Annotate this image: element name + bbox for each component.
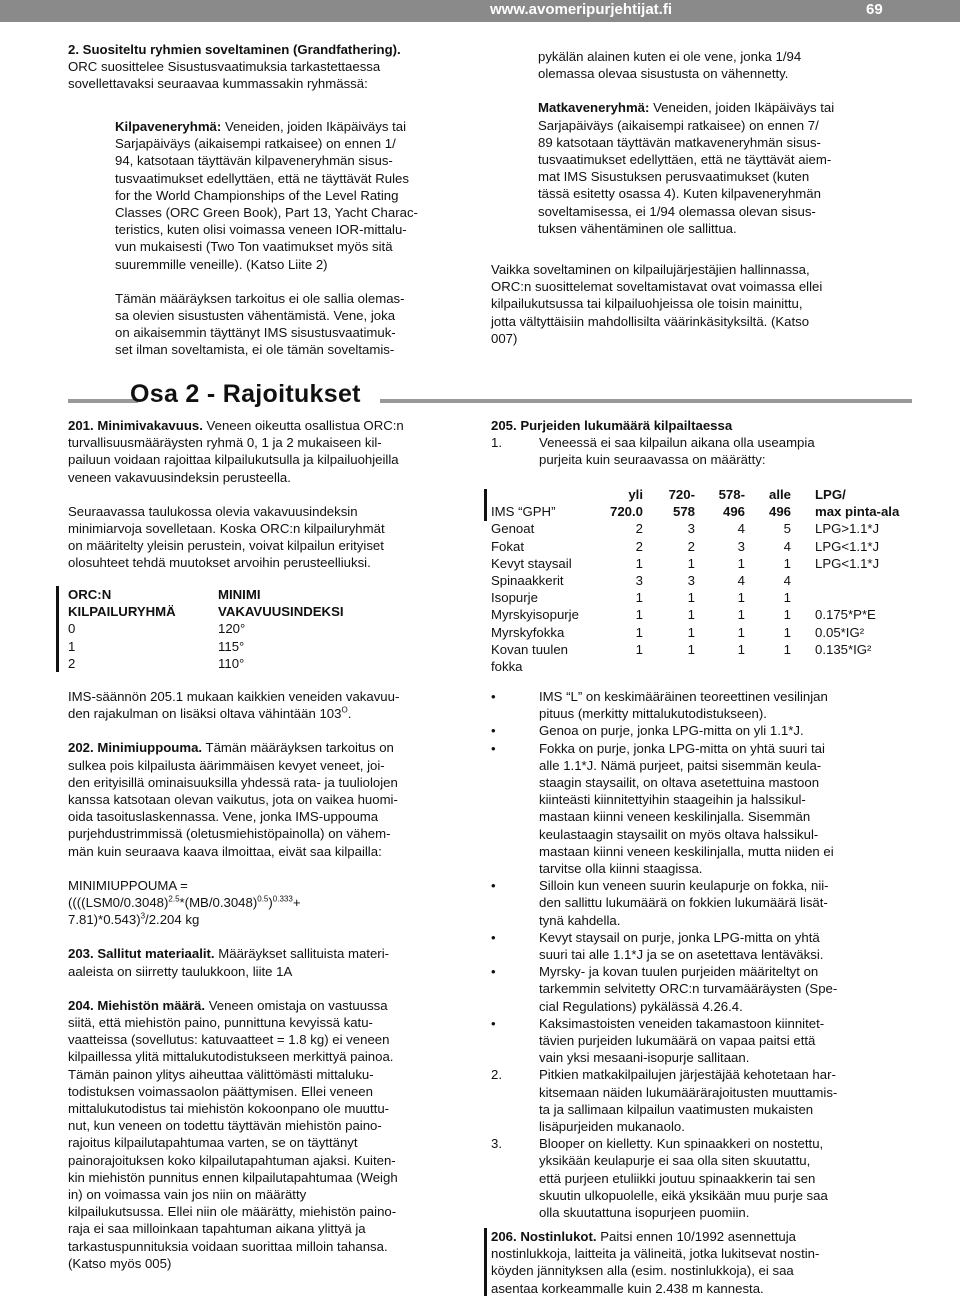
- list-item-line: Kevyt staysail on purje, jonka LPG-mitta on yhtä: [539, 929, 820, 945]
- table-row: Isopurje 1 1 1 1: [491, 590, 791, 606]
- section-2-grandfathering: [68, 41, 488, 93]
- list-item-line: että purjeen etuliikki joutuu spinaakkerin tai sen: [539, 1170, 816, 1186]
- section-201: 201. Minimivakavuus. Veneen oikeutta osallistua ORC:n turvallisuusmääräysten ryhmä 0, 1 ja 2 mukaiseen kil- pailuun voidaan rajoittaa kilpailukutsulla ja kilpailuohjeilla veneen vakavuusindeksin perusteella. Seuraavassa taulukossa olevia vakavuusindeksin minimiarvoja sovelletaan. Koska ORC:n kilpailuryhmät on määritelty yleisin perustein, voivat kilpailun erityiset olosuhteet tehdä muutokset arvoihin perusteelliuksi.: [68, 418, 404, 571]
- list-item-line: cial Regulations) pykälässä 4.26.4.: [539, 998, 743, 1014]
- list-item: 1. Veneessä ei saa kilpailun aikana olla useampia purjeita kuin seuraavassa on määrätty:: [491, 435, 815, 468]
- table-row: Myrskyfokka 1 1 1 1 0.05*IG²: [491, 624, 865, 640]
- list-item-line: keulastaagin staysailit on myös oltava halssikul-: [539, 826, 819, 842]
- list-item: [491, 1135, 921, 1221]
- list-item-line: den sallittu lukumäärä on fokkien lukumäärä lisät-: [539, 895, 828, 911]
- list-item-line: skuutin ulkopuolelle, eikä yksikään muu purje saa: [539, 1187, 828, 1203]
- list-marker: •: [491, 929, 496, 945]
- matka-lead: Matkaveneryhmä:: [538, 100, 650, 116]
- section-2-intro: ORC suosittelee Sisustusvaatimuksia tarkastettaessa sovellettavaksi seuraavaa kummassakin ryhmässä:: [68, 59, 381, 92]
- list-item-line: tynä kahdella.: [539, 912, 621, 928]
- list-item-line: mastaan kiinni veneen keskilinjalla. Sisemmän: [539, 809, 811, 825]
- list-item-line: Pitkien matkakilpailujen järjestäjää kehotetaan har-: [539, 1067, 836, 1083]
- section-2-title: 2. Suositeltu ryhmien soveltaminen (Grandfathering).: [68, 42, 401, 57]
- section-rule-right: [380, 399, 912, 403]
- list-item-line: pituus (merkitty mittalukutodistukseen).: [539, 706, 767, 722]
- s205-title: 205. Purjeiden lukumäärä kilpailtaessa: [491, 418, 733, 433]
- list-item-line: tarvitse olla kiinni staagissa.: [539, 861, 703, 877]
- table-margin-bar: [484, 489, 487, 521]
- list-item-line: lisäpurjeiden mukanaolo.: [539, 1119, 685, 1135]
- table-header-row: ORC:N MINIMI: [68, 587, 261, 602]
- list-item: [491, 688, 921, 722]
- kilpa-lead: Kilpaveneryhmä:: [115, 119, 222, 134]
- s202-title: 202. Minimiuppouma.: [68, 740, 203, 756]
- formula-cont: 7.81)*0.543)$^3$/2.204 kg: [68, 911, 200, 928]
- list-item-line: kiinteästi kiinnitettyihin staageihin ja halssikul-: [539, 792, 806, 808]
- list-item-line: IMS “L” on keskimääräinen teoreettinen vesilinjan: [539, 689, 828, 704]
- table-row: 0 120°: [68, 621, 246, 637]
- application-paragraph: Vaikka soveltaminen on kilpailujärjestäjien hallinnassa, ORC:n suosittelemat soveltamistavat ovat voimassa ellei kilpailukutsussa tai kilpailuohjeissa ole toisin mainittu, jotta vältyttäisiin mahdollisilta väärinkäsityksiltä. (Katso 007): [491, 262, 823, 346]
- site-url[interactable]: www.avomeripurjehtijat.fi: [490, 1, 672, 18]
- section-206: 206. Nostinlukot. Paitsi ennen 10/1992 asennettuja nostinlukkoja, laitteita ja välineitä, jotka lukitsevat nostin- köyden jännityksen alla (esim. nostinlukkoja), ei saa asentaa korkeammalle kuin 2.438 m kannesta.: [491, 1229, 820, 1296]
- list-item: [491, 722, 921, 739]
- list-marker: 2.: [491, 1067, 502, 1083]
- list-item-line: Kaksimastoisten veneiden takamastoon kiinnitet-: [539, 1015, 825, 1031]
- table-header-row: IMS “GPH” 720.0 578 496 496 max pinta-ala: [491, 504, 900, 520]
- list-item: [491, 963, 921, 1015]
- list-item-line: Myrsky- ja kovan tuulen purjeiden määriteltyt on: [539, 964, 819, 980]
- table-row: Fokat 2 2 3 4 LPG<1.1*J: [491, 538, 880, 554]
- list-item-line: staagin staysailit, on oltava asetettuina mastoon: [539, 775, 820, 791]
- stability-index-table: [68, 586, 344, 672]
- list-marker: •: [491, 689, 496, 704]
- list-item-line: alle 1.1*J. Nämä purjeet, paitsi sisemmän keula-: [539, 757, 822, 773]
- sections-201b-204: IMS-säännön 205.1 mukaan kaikkien veneiden vakavuu- den rajakulman on lisäksi oltava vähintään $103^O$. 202. Minimiuppouma. Tämän määräyksen tarkoitus on sulkea pois kilpailusta äärimmäisen kevyet veneet, joi- den erityisillä ominaisuuksilla yhdessä rata- ja tuuliolojen kanssa katsotaan olevan vaikutus, jota on vaikea huomi- oida tasoituslaskennassa. Vene, jonka IMS-uppouma purjehdustrimmissä (oletusmiehistöpainolla) on vähem- män kuin seuraava kaava ilmoittaa, eivät saa kilpailla: MINIMIUPPOUMA = (($((LSM0/0.3048)^{2.5}*(MB/0.3048)^{0.5})^{0.333}+$ 7.81)*0.543)$^3$/2.204 kg 203. Sallitut materiaalit. Määräykset sallituista materi- aaleista on siirretty taulukkoon, liite 1A 204. Miehistön määrä. Veneen omistaja on vastuussa siitä, että miehistön paino, punnittuna kevyissä katu- vaatteissa (sovellutus: katuvaatteet = 1.8 kg) ei veneen kilpaillessa ylitä mittalukutodistukseen merkittyä painoa. Tämän painon ylitys aiheuttaa välittömästi mittaluku- todistuksen voimassaolon päättymisen. Ellei veneen mittalukutodistus tai miehistön kokoonpano ole muuttu- nut, kun veneen on todettu täyttävän miehistön paino- rajoitus kilpailutapahtumaa varten, se on täyttänyt painorajoituksen koko kilpailutapahtuman ajaksi. Kuiten- kin miehistön punnitus ennen kilpailutapahtumaa (Weigh in) on voimassa vain jos niin on määrätty kilpailukutsussa. Ellei niin ole määrätty, miehistön paino- raja ei saa milloinkaan tapahtuman aikana ylittyä ja tarkastuspunnituksia voidaan suorittaa milloin tahansa. (Katso myös 005): [68, 688, 488, 1272]
- grandfathering-continuation: pykälän alainen kuten ei ole vene, jonka 1/94 olemassa olevaa sisustusta on vähennetty. Matkaveneryhmä: Veneiden, joiden Ikäpäiväys tai Sarjapäiväys (aikaisempi ratkaisee) on ennen 7/ 89 katsotaan täyttävän matkaveneryhmän sisus- tusvaatimukset edellyttäen, että ne täyttävät aiem- mat IMS Sisustuksen perusvaatimukset (kuten tässä esitetty osassa 4). Kuten kilpaveneryhmän soveltamisessa, ei 1/94 olemassa olevan sisus- tuksen vähentäminen ole sallittua.: [538, 49, 835, 236]
- list-marker: •: [491, 1015, 496, 1031]
- section-205: [491, 417, 921, 469]
- list-item-line: yksikään keulapurje ei saa olla siten skuutattu,: [539, 1153, 811, 1169]
- page-header: [0, 0, 960, 22]
- table-row: Spinaakkerit 3 3 4 4: [491, 573, 791, 589]
- table-row: Kovan tuulen 1 1 1 1 0.135*IG²: [491, 641, 872, 657]
- list-item-line: tävien purjeiden lukumäärä on vapaa paitsi että: [539, 1033, 816, 1049]
- list-item: [491, 740, 921, 878]
- list-marker: •: [491, 740, 496, 756]
- sail-count-table: [491, 486, 899, 675]
- page-number: 69: [866, 1, 883, 18]
- notes-list: [491, 688, 921, 1221]
- s206-title: 206. Nostinlukot.: [491, 1229, 597, 1244]
- s204-title: 204. Miehistön määrä.: [68, 997, 206, 1013]
- s201-title: 201. Minimivakavuus.: [68, 418, 203, 433]
- table-header-row: KILPAILURYHMÄ VAKAVUUSINDEKSI: [68, 604, 344, 620]
- kilpaveneryhma-paragraph: Kilpaveneryhmä: Veneiden, joiden Ikäpäiväys tai Sarjapäiväys (aikaisempi ratkaisee) on ennen 1/ 94, katsotaan täyttävän kilpaveneryhmän sisus- tusvaatimukset edellyttäen, että ne täyttävät Rules for the World Championships of the Level Rating Classes (ORC Green Book), Part 13, Yacht Charac- teristics, kuten olisi voimassa veneen IOR-mittalu- vun mukaisesti (Two Ton vaatimukset myös sitä suuremmille veneille). (Katso Liite 2) Tämän määräyksen tarkoitus ei ole sallia olemas- sa olevien sisustusten vähentämistä. Vene, joka on aikaisemmin täyttänyt IMS sisustusvaatimuk- set ilman soveltamista, ei ole tämän soveltamis-: [115, 119, 418, 358]
- table-row: Genoat 2 3 4 5 LPG>1.1*J: [491, 521, 880, 537]
- list-item: [491, 1066, 921, 1135]
- list-marker: •: [491, 878, 496, 894]
- list-item-line: olla skuutattuna isopurjeen puomiin.: [539, 1205, 750, 1221]
- list-item-line: Blooper on kielletty. Kun spinaakkeri on nostettu,: [539, 1136, 824, 1152]
- section-title: Osa 2 - Rajoitukset: [130, 380, 361, 408]
- s203-title: 203. Sallitut materiaalit.: [68, 946, 215, 962]
- table-margin-bar: [56, 586, 59, 672]
- section-206-bar: [484, 1228, 487, 1296]
- section-rule-left: [68, 399, 138, 403]
- sail-notes: [491, 688, 921, 1221]
- formula-label: MINIMIUPPOUMA =: [68, 877, 188, 893]
- table-header-row: yli 720- 578- alle LPG/: [628, 487, 846, 502]
- table-row: Myrskyisopurje 1 1 1 1 0.175*P*E: [491, 607, 876, 623]
- list-item-line: vain yksi mesaani-isopurje sallitaan.: [539, 1050, 750, 1066]
- list-item-line: Silloin kun veneen suurin keulapurje on fokka, nii-: [539, 878, 829, 894]
- list-item: [491, 929, 921, 963]
- formula: (($((LSM0/0.3048)^{2.5}*(MB/0.3048)^{0.5})^{0.333}+$: [68, 894, 301, 911]
- list-item-line: ta ja sallimaan kilpailun vaatimusten mukaisten: [539, 1101, 814, 1117]
- list-marker: 3.: [491, 1136, 502, 1152]
- list-marker: •: [491, 964, 496, 980]
- table-row: 2 110°: [68, 655, 245, 671]
- table-row: Kevyt staysail 1 1 1 1 LPG<1.1*J: [491, 555, 880, 571]
- list-item-line: suuri tai alle 1.1*J ja se on asetettava lentäväksi.: [539, 947, 824, 963]
- list-item-line: Fokka on purje, jonka LPG-mitta on yhtä suuri tai: [539, 740, 825, 756]
- list-item-line: tarkemmin selvitetty ORC:n turvamääräysten (Spe-: [539, 981, 838, 997]
- list-marker: •: [491, 723, 496, 739]
- list-item: [491, 1015, 921, 1067]
- list-item: [491, 877, 921, 929]
- list-item-line: mastaan kiinni veneen keskilinjalla, mutta niiden ei: [539, 843, 834, 859]
- table-row: 1 115°: [68, 638, 245, 654]
- list-item-line: kitsemaan näiden lukumäärärajoitusten muuttamis-: [539, 1084, 838, 1100]
- table-row: fokka: [491, 659, 523, 675]
- list-item-line: Genoa on purje, jonka LPG-mitta on yli 1.1*J.: [539, 723, 804, 739]
